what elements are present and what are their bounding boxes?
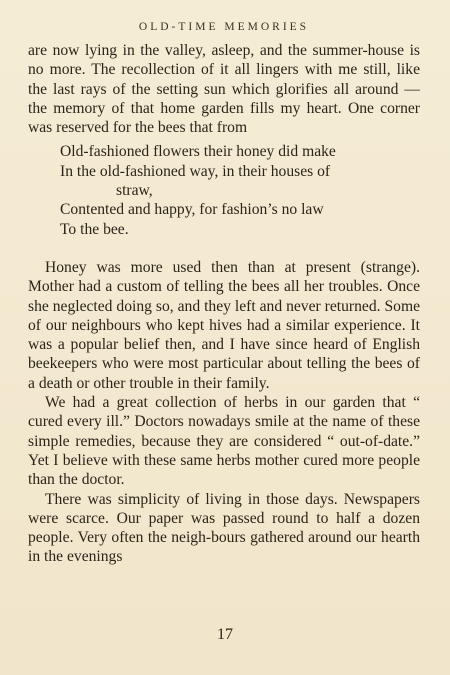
verse-line: Old-fashioned flowers their honey did make (60, 143, 336, 161)
page-number: 17 (217, 626, 233, 643)
section-spacer (28, 239, 420, 258)
running-head: OLD-TIME MEMORIES (138, 21, 310, 33)
verse-line-wrap: straw, (116, 182, 153, 200)
paragraph-herbs: We had a great collection of herbs in our garden that “ cured every ill.” Doctors nowadays smile at the name of these simple remedies, because they are considered “ out-of-date.” Yet I believe with these same herbs mother cured more people than the doctor. (28, 394, 420, 489)
paragraph-honey: Honey was more used then than at present (strange). Mother had a custom of telling the bees all her troubles. Once she neglected doing so, and they left and never returned. Some of our neighbours who kept hives had a similar experience. It was a popular belief then, and I have since heard of English beekeepers who were most particular about telling the bees of a death or other trouble in their family. (28, 258, 420, 392)
verse-block (60, 142, 420, 238)
verse-line: To the bee. (60, 220, 129, 238)
paragraph-simplicity: There was simplicity of living in those days. Newspapers were scarce. Our paper was passed round to half a dozen people. Very often the neigh-bours gathered around our hearth in the evenings (28, 490, 420, 566)
verse-line: In the old-fashioned way, in their houses of (60, 162, 331, 180)
paragraph-continued: are now lying in the valley, asleep, and the summer-house is no more. The recollection of it all lingers with me still, like the last rays of the setting sun which glorifies all around — the memory of that home garden fills my heart. One corner was reserved for the bees that from (28, 42, 420, 137)
verse-line: Contented and happy, for fashion’s no law (60, 201, 324, 219)
body-text (28, 41, 420, 567)
